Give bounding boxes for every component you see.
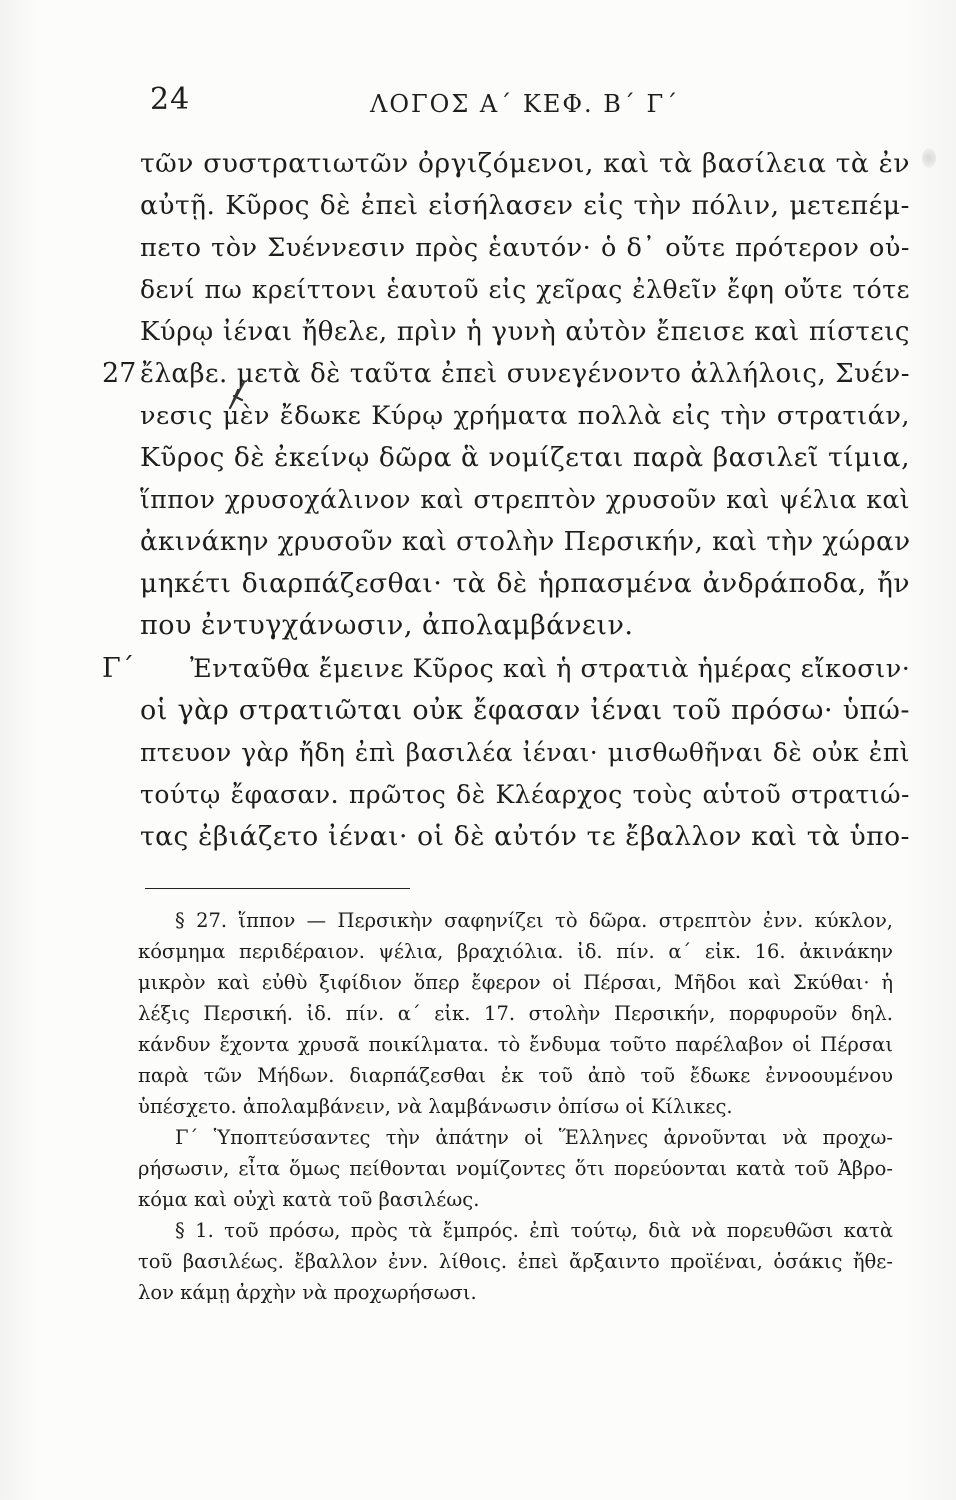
text-line: οἱ γὰρ στρατιῶται οὐκ ἔφασαν ἰέναι τοῦ πρόσω· ὑπώ- [140, 695, 910, 726]
text-line: αὐτῇ. Κῦρος δὲ ἐπεὶ εἰσήλασεν εἰς τὴν πόλιν, μετεπέμ- [140, 190, 910, 221]
text-line: πτευον γὰρ ἤδη ἐπὶ βασιλέα ἰέναι· μισθωθῆναι δὲ οὐκ ἐπὶ [140, 738, 910, 767]
text-line: τας ἐβιάζετο ἰέναι· οἱ δὲ αὐτόν τε ἔβαλλον καὶ τὰ ὑπο- [140, 821, 910, 852]
text-line: μηκέτι διαρπάζεσθαι· τὰ δὲ ἡρπασμένα ἀνδράποδα, ἤν [140, 568, 910, 599]
running-head: ΛΟΓΟΣ Α΄ ΚΕΦ. Β΄ Γ΄ [370, 90, 680, 118]
text-line: πετο τὸν Συέννεσιν πρὸς ἑαυτόν· ὁ δ᾽ οὔτε πρότερον οὐ- [140, 233, 910, 263]
page-header [0, 82, 956, 122]
text-line: Κύρῳ ἰέναι ἤθελε, πρὶν ἡ γυνὴ αὐτὸν ἔπεισε καὶ πίστεις [140, 317, 910, 347]
text-line: ἀκινάκην χρυσοῦν καὶ στολὴν Περσικήν, καὶ τὴν χώραν [140, 527, 911, 557]
text-line: ἔλαβε. μετὰ δὲ ταῦτα ἐπεὶ συνεγένοντο ἀλλήλοις, Συέν- [140, 359, 910, 389]
text-line: τούτῳ ἔφασαν. πρῶτος δὲ Κλέαρχος τοὺς αὑτοῦ στρατιώ- [140, 780, 910, 809]
text-line: νεσις μὲν ἔδωκε Κύρῳ χρήματα πολλὰ εἰς τὴν στρατιάν, [140, 401, 910, 431]
text-line: Κῦρος δὲ ἐκείνῳ δῶρα ἃ νομίζεται παρὰ βασιλεῖ τίμια, [140, 442, 910, 473]
note-line: λον κάμῃ ἀρχὴν νὰ προχωρήσωσι. [138, 1281, 477, 1304]
note-line: λέξις Περσική. ἰδ. πίν. α΄ εἰκ. 17. στολὴν Περσικήν, πορφυροῦν δηλ. [138, 1002, 893, 1025]
note-line: παρὰ τῶν Μήδων. διαρπάζεσθαι ἐκ τοῦ ἀπὸ τοῦ ἔδωκε ἐννοουμένου [138, 1064, 893, 1087]
paper-speck [922, 148, 936, 168]
note-line: κόσμημα περιδέραιον. ψέλια, βραχιόλια. ἰδ. πίν. α΄ εἰκ. 16. ἀκινάκην [138, 940, 893, 963]
note-line: ρήσωσιν, εἶτα ὅμως πείθονται νομίζοντες ὅτι πορεύονται κατὰ τοῦ Ἀβρο- [138, 1157, 893, 1180]
page-number: 24 [150, 82, 191, 117]
text-line: δενί πω κρείττονι ἑαυτοῦ εἰς χεῖρας ἐλθεῖν ἔφη οὔτε τότε [140, 275, 910, 304]
note-line: κόμα καὶ οὐχὶ κατὰ τοῦ βασιλέως. [138, 1188, 480, 1211]
text-line: ἵππον χρυσοχάλινον καὶ στρεπτὸν χρυσοῦν καὶ ψέλια καὶ [140, 485, 910, 514]
note-line: § 1. τοῦ πρόσω, πρὸς τὰ ἔμπρός. ἐπὶ τούτῳ, διὰ νὰ πορευθῶσι κατὰ [175, 1219, 893, 1242]
section-number-27: 27 [102, 358, 137, 389]
footnote-separator [145, 888, 410, 889]
note-line: ὑπέσχετο. ἀπολαμβάνειν, νὰ λαμβάνωσιν ὀπίσω οἱ Κίλικες. [138, 1095, 733, 1118]
note-line: μικρὸν καὶ εὐθὺ ξιφίδιον ὅπερ ἔφερον οἱ Πέρσαι, Μῆδοι καὶ Σκύθαι· ἡ [138, 971, 893, 994]
note-line: κάνδυν ἔχοντα χρυσᾶ ποικίλματα. τὸ ἔνδυμα τοῦτο παρέλαβον οἱ Πέρσαι [138, 1033, 893, 1056]
text-line: Ἐνταῦθα ἔμεινε Κῦρος καὶ ἡ στρατιὰ ἡμέρας εἴκοσιν· [190, 654, 911, 684]
note-line: τοῦ βασιλέως. ἔβαλλον ἐνν. λίθοις. ἐπεὶ ἄρξαιντο προϊέναι, ὁσάκις ἤθε- [138, 1250, 893, 1273]
chapter-mark-gamma: Γ΄ [102, 653, 135, 684]
note-line: Γ΄ Ὑποπτεύσαντες τὴν ἀπάτην οἱ Ἕλληνες ἀρνοῦνται νὰ προχω- [175, 1126, 893, 1149]
text-line: τῶν συστρατιωτῶν ὀργιζόμενοι, καὶ τὰ βασίλεια τὰ ἐν [140, 148, 910, 179]
note-line: § 27. ἵππον — Περσικὴν σαφηνίζει τὸ δῶρα. στρεπτὸν ἐνν. κύκλον, [175, 909, 893, 932]
ink-blot [226, 378, 248, 412]
text-line: που ἐντυγχάνωσιν, ἀπολαμβάνειν. [140, 610, 634, 641]
